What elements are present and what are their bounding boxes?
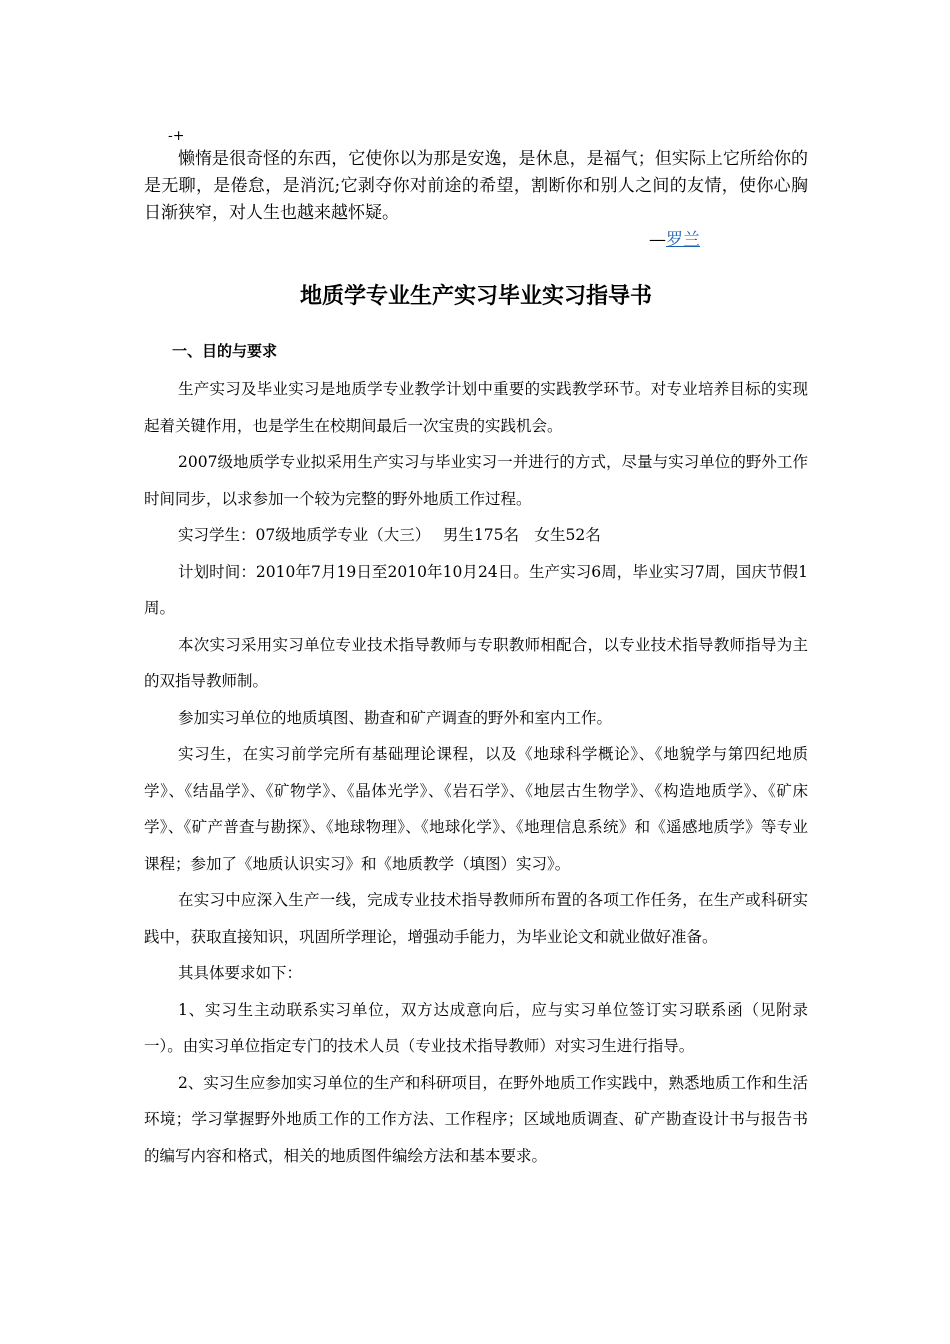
page-marker: -+ [168, 128, 185, 144]
epigraph-attribution [144, 227, 808, 253]
document-title: 地质学专业生产实习毕业实习指导书 [299, 284, 652, 309]
paragraph-goals: 在实习中应深入生产一线，完成专业技术指导教师所布置的各项工作任务，在生产或科研实践中，获取直接知识，巩固所学理论，增强动手能力，为毕业论文和就业做好准备。 [144, 891, 808, 946]
epigraph-quote: 懒惰是很奇怪的东西，它使你以为那是安逸，是休息，是福气；但实际上它所给你的是无聊，是倦怠，是消沉;它剥夺你对前途的希望，割断你和别人之间的友情，使你心胸日渐狭窄，对人生也越来越怀疑。 [144, 149, 808, 223]
paragraph-requirement-1: 1、实习生主动联系实习单位，双方达成意向后，应与实习单位签订实习联系函（见附录一）。由实习单位指定专门的技术人员（专业技术指导教师）对实习生进行指导。 [144, 1000, 808, 1055]
paragraph-method: 2007级地质学专业拟采用生产实习与毕业实习一并进行的方式，尽量与实习单位的野外工作时间同步，以求参加一个较为完整的野外地质工作过程。 [144, 453, 808, 508]
paragraph-requirement-2: 2、实习生应参加实习单位的生产和科研项目，在野外地质工作实践中，熟悉地质工作和生活环境；学习掌握野外地质工作的工作方法、工作程序；区域地质调查、矿产勘查设计书与报告书的编写内容和格式，相关的地质图件编绘方法和基本要求。 [144, 1073, 808, 1165]
paragraph-supervision: 本次实习采用实习单位专业技术指导教师与专职教师相配合，以专业技术指导教师指导为主的双指导教师制。 [144, 635, 808, 690]
section-heading-purpose: 一、目的与要求 [172, 342, 278, 360]
author-link[interactable]: 罗兰 [666, 230, 700, 250]
paragraph-intro: 生产实习及毕业实习是地质学专业教学计划中重要的实践教学环节。对专业培养目标的实现起着关键作用，也是学生在校期间最后一次宝贵的实践机会。 [144, 380, 808, 435]
paragraph-participation: 参加实习单位的地质填图、勘查和矿产调查的野外和室内工作。 [178, 708, 613, 727]
paragraph-students: 实习学生：07级地质学专业（大三） 男生175名 女生52名 [178, 526, 601, 544]
paragraph-requirements-intro: 其具体要求如下： [178, 964, 303, 982]
paragraph-schedule: 计划时间：2010年7月19日至2010年10月24日。生产实习6周，毕业实习7周，国庆节假1周。 [144, 562, 808, 617]
paragraph-prerequisites: 实习生，在实习前学完所有基础理论课程，以及《地球科学概论》、《地貌学与第四纪地质学》、《结晶学》、《矿物学》、《晶体光学》、《岩石学》、《地层古生物学》、《构造地质学》、《矿床学》、《矿产普查与勘探》、《地球物理》、《地球化学》、《地理信息系统》和《遥感地质学》等专业课程；参加了《地质认识实习》和《地质教学（填图）实习》。 [144, 745, 808, 873]
attribution-dash: — [649, 230, 666, 250]
document-page [144, 126, 808, 1174]
